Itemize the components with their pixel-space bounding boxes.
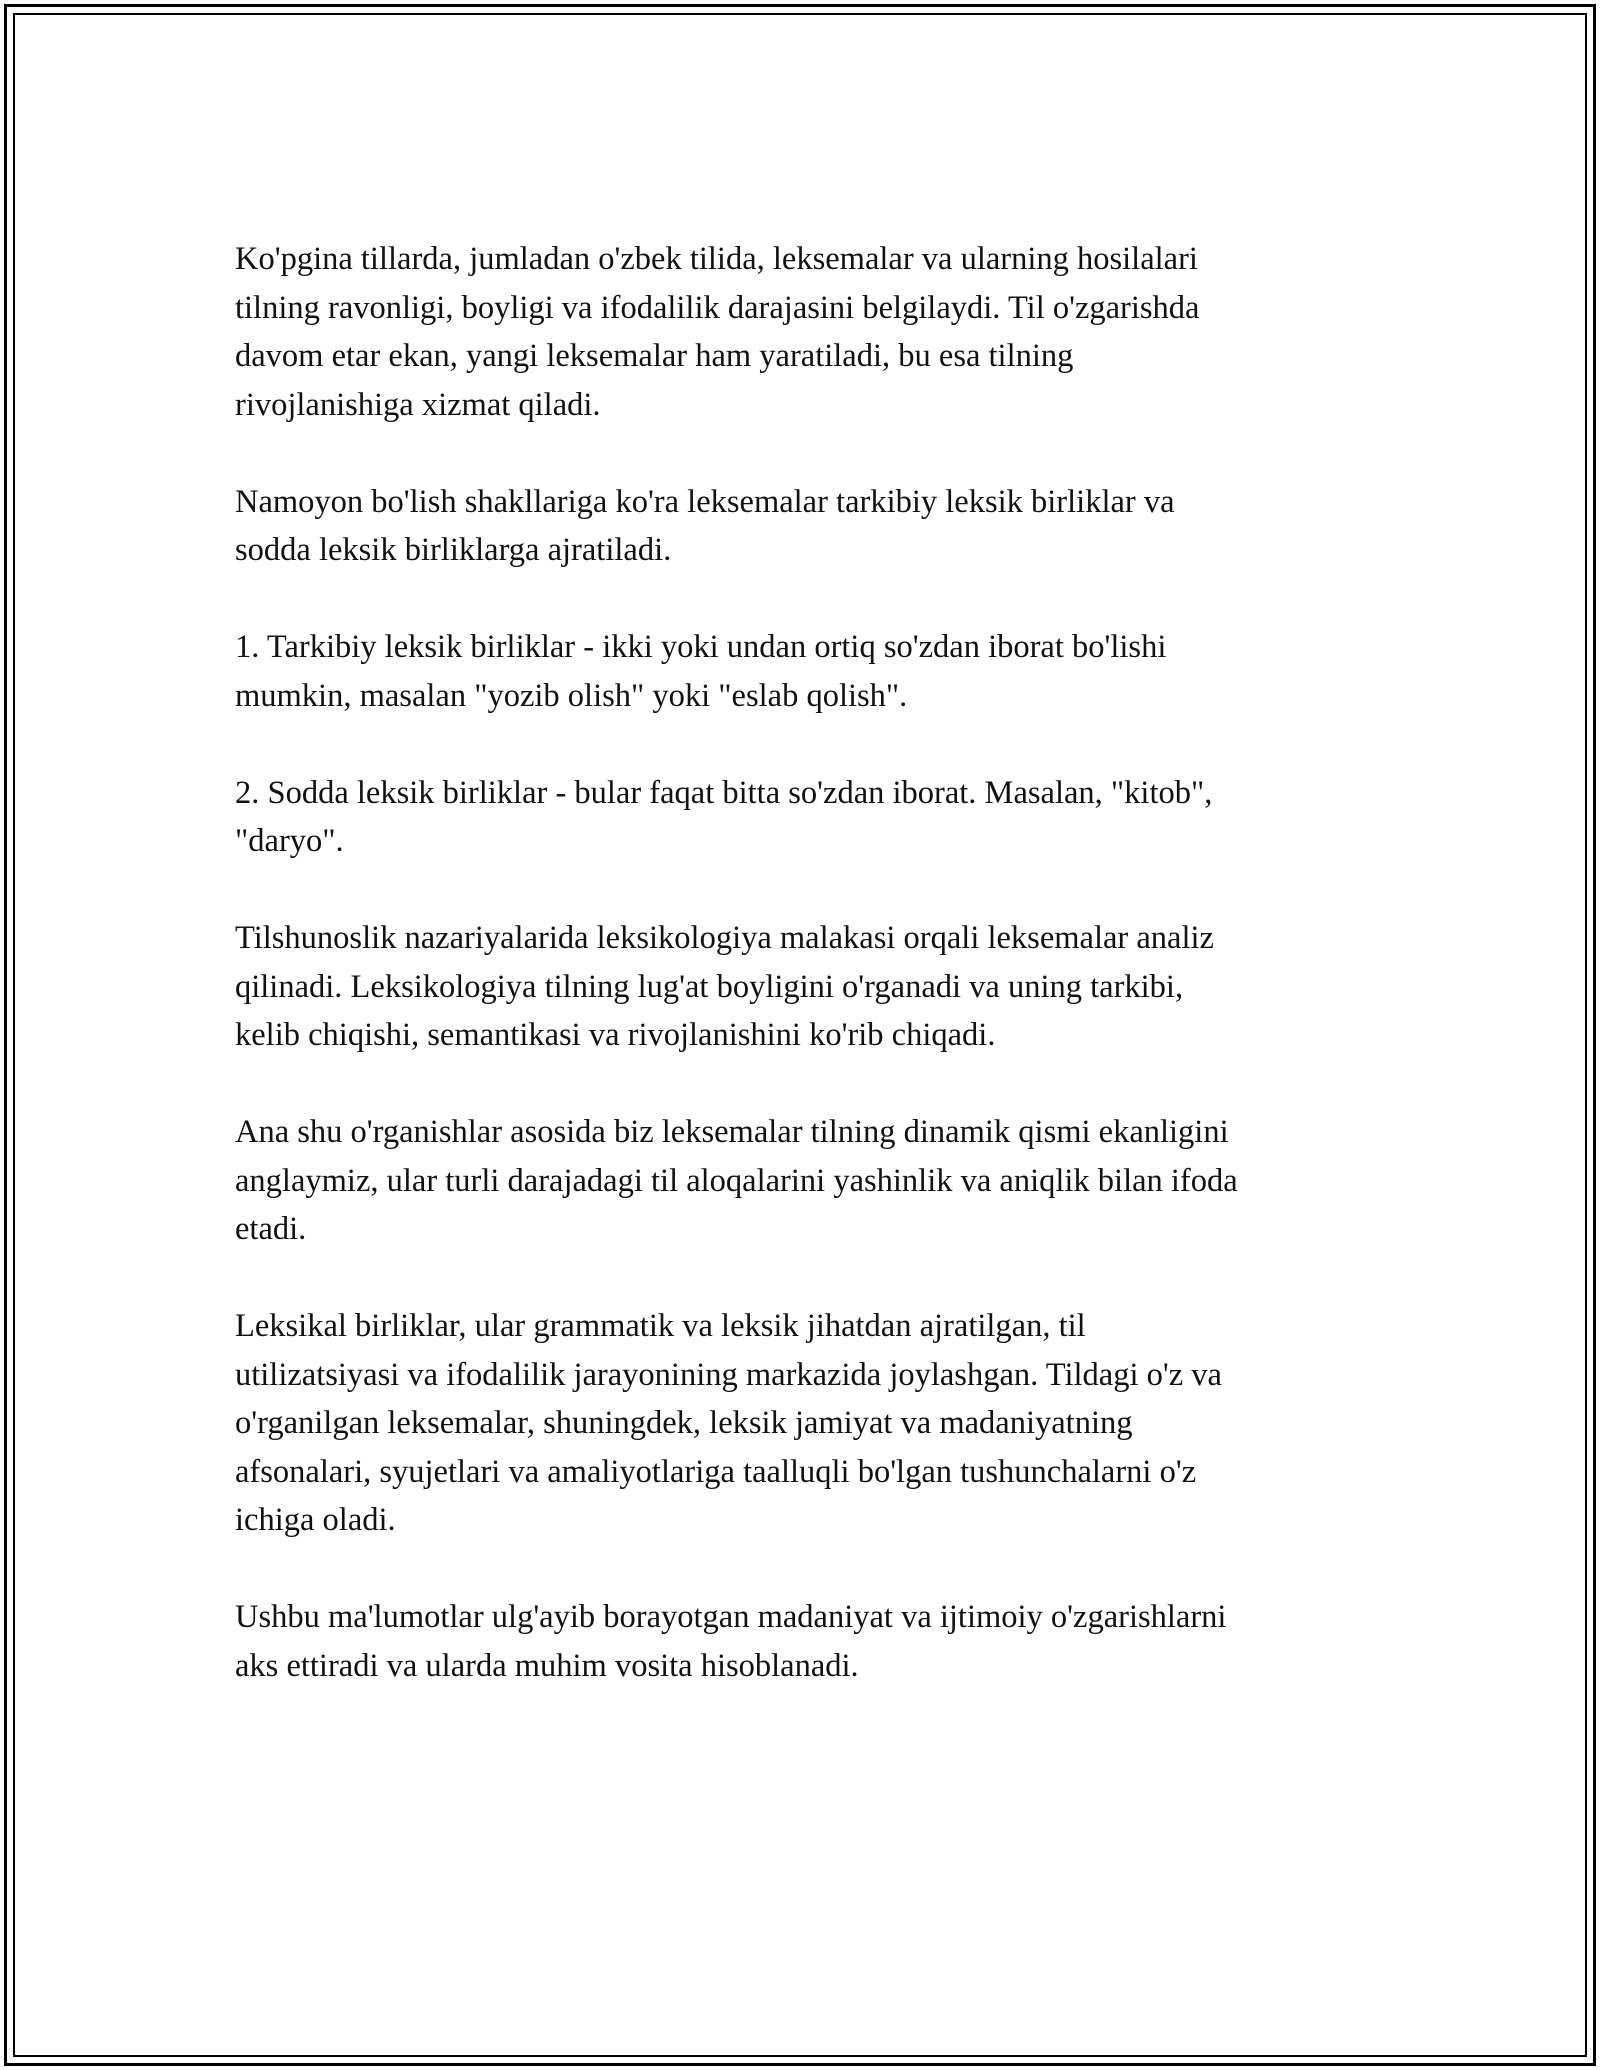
paragraph-dynamic-part: Ana shu o'rganishlar asosida biz leksemalar tilning dinamik qismi ekanligini anglaymiz, ular turli darajadagi til aloqalarini yashinlik va aniqlik bilan ifoda etadi. <box>235 1114 1238 1247</box>
paragraph-simple-units: 2. Sodda leksik birliklar - bular faqat bitta so'zdan iborat. Masalan, "kitob", "daryo". <box>235 774 1213 859</box>
paragraph-classification: Namoyon bo'lish shakllariga ko'ra leksemalar tarkibiy leksik birliklar va sodda leksik birliklarga ajratiladi. <box>235 483 1175 568</box>
paragraph-intro: Ko'pgina tillarda, jumladan o'zbek tilida, leksemalar va ularning hosilalari tilning ravonligi, boyligi va ifodalilik darajasini belgilaydi. Til o'zgarishda davom etar ekan, yangi leksemalar ham yaratiladi, bu esa tilning rivojlanishiga xizmat qiladi. <box>235 241 1200 423</box>
paragraph-lexicology: Tilshunoslik nazariyalarida leksikologiya malakasi orqali leksemalar analiz qilinadi. Leksikologiya tilning lug'at boyligini o'rganadi va uning tarkibi, kelib chiqishi, semantikasi va rivojlanishini ko'rib chiqadi. <box>235 920 1214 1053</box>
paragraph-compound-units: 1. Tarkibiy leksik birliklar - ikki yoki undan ortiq so'zdan iborat bo'lishi mumkin, masalan "yozib olish" yoki "eslab qolish". <box>235 629 1167 714</box>
paragraph-lexical-units: Leksikal birliklar, ular grammatik va leksik jihatdan ajratilgan, til utilizatsiyasi va ifodalilik jarayonining markazida joylashgan. Tildagi o'z va o'rganilgan leksemalar, shuningdek, leksik jamiyat va madaniyatning afsonalari, syujetlari va amaliyotlariga taalluqli bo'lgan tushunchalarni o'z ichiga oladi. <box>235 1308 1222 1538</box>
document-body <box>235 235 1385 1739</box>
paragraph-conclusion: Ushbu ma'lumotlar ulg'ayib borayotgan madaniyat va ijtimoiy o'zgarishlarni aks ettiradi va ularda muhim vosita hisoblanadi. <box>235 1599 1227 1684</box>
